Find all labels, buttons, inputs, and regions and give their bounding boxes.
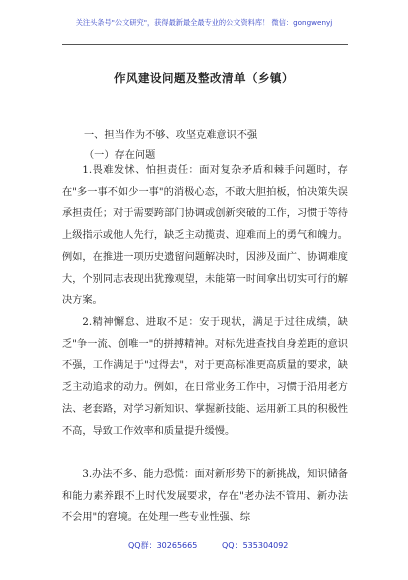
paragraph-3: 3.办法不多、能力恐慌：面对新形势下的新挑战，知识储备和能力素养跟不上时代发展要求，存在"老办法不管用、新办法不会用"的窘境。在处理一些专业性强、综	[62, 469, 348, 524]
section-heading: 一、担当作为不够、攻坚克难意识不强	[84, 130, 258, 141]
header-divider	[62, 44, 348, 45]
document-title: 作风建设问题及整改清单（乡镇）	[114, 71, 294, 85]
header-notice: 关注头条号"公文研究"，获得最新最全最专业的公文资料库！ 微信：gongwenyj	[75, 18, 333, 27]
footer-qq-group: QQ群：30265665	[128, 541, 198, 550]
paragraph-1: 1.畏难发怵、怕担责任：面对复杂矛盾和棘手问题时，存在"多一事不如少一事"的消极心态，不敢大胆拍板，怕决策失误承担责任；对于需要跨部门协调或创新突破的工作，习惯于等待上级指示或他人先行，缺乏主动揽责、迎难而上的勇气和魄力。例如，在推进一项历史遗留问题解决时，因涉及面广、协调难度大，个别同志表现出犹豫观望，未能第一时间拿出切实可行的解决方案。	[62, 165, 348, 307]
footer-qq-number: QQ：535304092	[222, 541, 289, 550]
footer-contact	[0, 540, 408, 554]
subsection-heading: （一）存在问题	[84, 150, 156, 161]
paragraph-2: 2.精神懈怠、进取不足：安于现状，满足于过往成绩，缺乏"争一流、创唯一"的拼搏精神。对标先进查找自身差距的意识不强，工作满足于"过得去"，对于更高标准更高质量的要求，缺乏主动追求的动力。例如，在日常业务工作中，习惯于沿用老方法、老套路，对学习新知识、掌握新技能、运用新工具的积极性不高，导致工作效率和质量提升缓慢。	[62, 317, 348, 437]
